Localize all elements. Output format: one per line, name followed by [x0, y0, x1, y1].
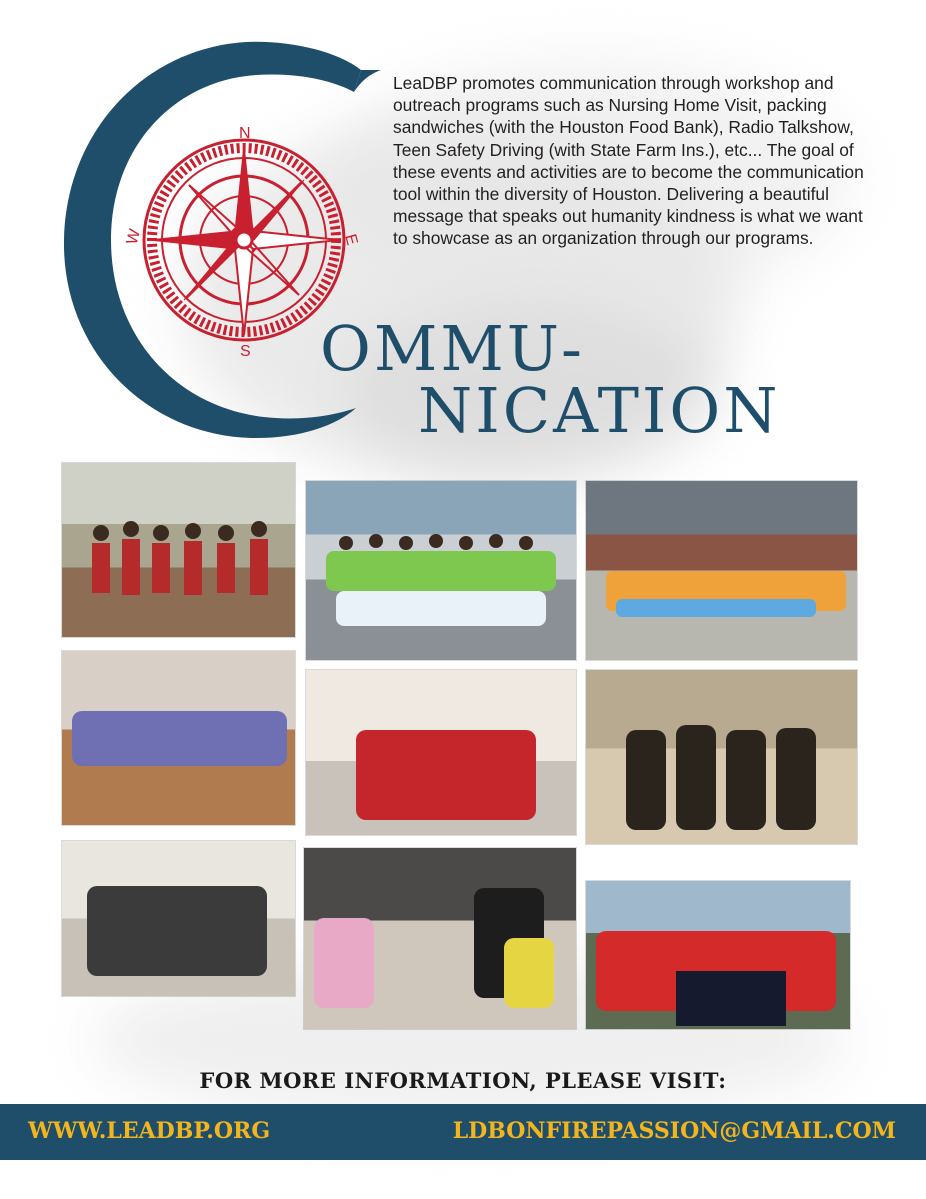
- photo-group-outdoor-green: [306, 481, 576, 660]
- compass-w-label: W: [123, 227, 145, 247]
- compass-e-label: E: [341, 232, 361, 248]
- more-info-heading: FOR MORE INFORMATION, PLEASE VISIT:: [199, 1068, 727, 1093]
- photo-group-building-orange: [586, 481, 857, 660]
- footer-bar: [0, 1104, 926, 1160]
- title-line-1: OMMU-: [320, 312, 585, 385]
- photo-group-indoor-red: [62, 463, 295, 637]
- compass-c-logo: [36, 30, 416, 450]
- photo-group-office: [62, 841, 295, 996]
- photo-workshop-table: [304, 848, 576, 1029]
- title-line-2: NICATION: [418, 374, 781, 447]
- photo-group-sepia: [586, 670, 857, 844]
- photo-group-indoor-purple: [62, 651, 295, 825]
- email-link[interactable]: LDBONFIREPASSION@GMAIL.COM: [452, 1118, 896, 1144]
- photo-group-booth: [586, 881, 850, 1029]
- website-link[interactable]: WWW.LEADBP.ORG: [28, 1118, 271, 1144]
- compass-s-label: S: [240, 343, 251, 360]
- compass-n-label: N: [239, 125, 251, 142]
- photo-group-living-room: [306, 670, 576, 835]
- intro-paragraph: LeaDBP promotes communication through workshop and outreach programs such as Nursing Home Visit, packing sandwiches (with the Houston Food Bank), Radio Talkshow, Teen Safety Driving (with State Farm Ins.), etc... The goal of these events and activities are to become the communication tool within the diversity of Houston. Delivering a beautiful message that speaks out humanity kindness is what we want to showcase as an organization through our programs.: [393, 73, 864, 249]
